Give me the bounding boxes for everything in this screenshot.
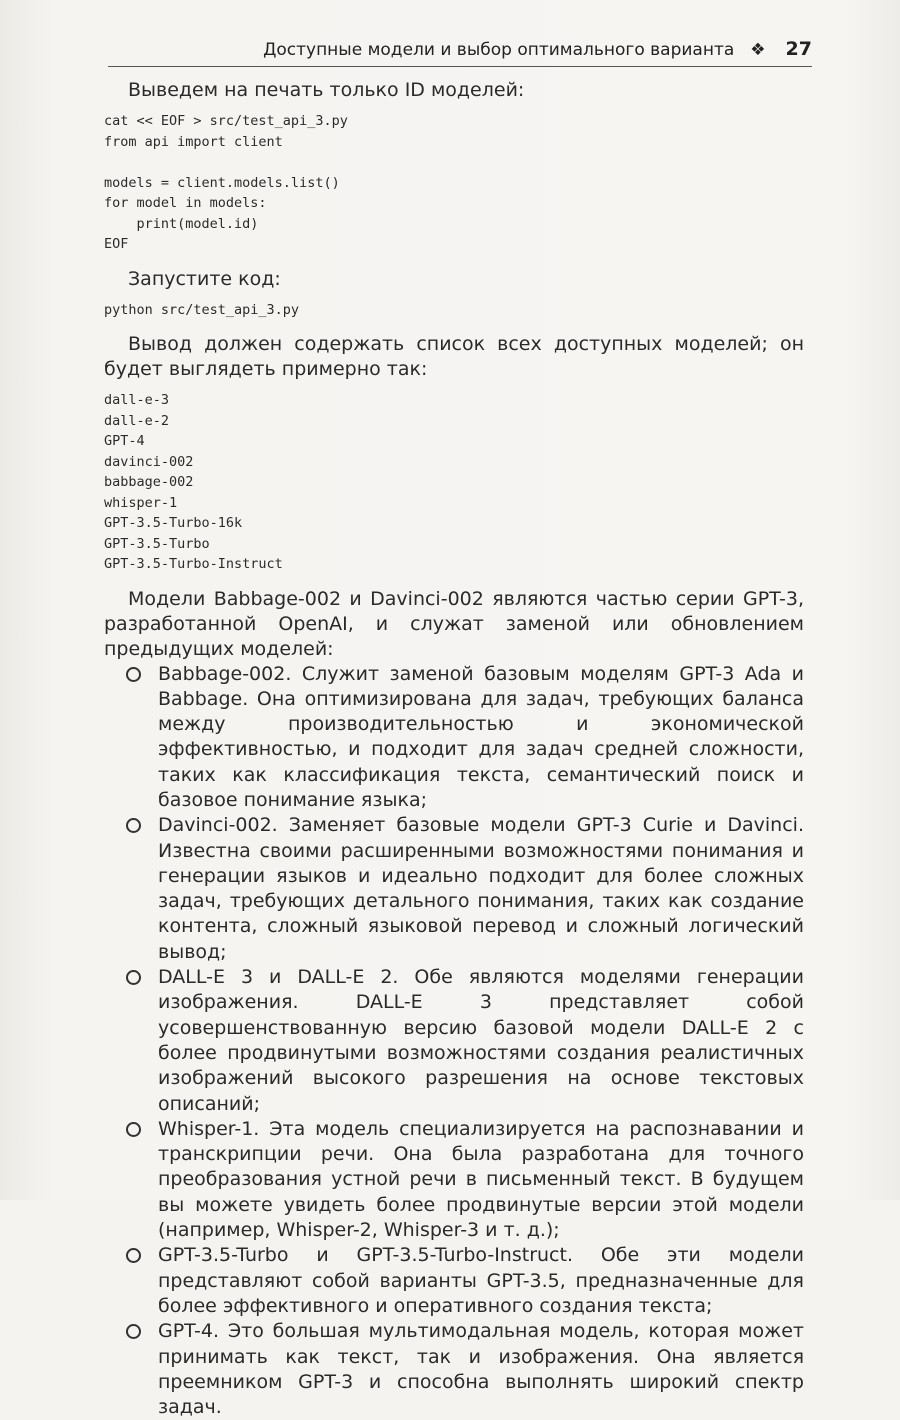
circle-bullet-icon: [126, 818, 141, 833]
circle-bullet-icon: [126, 667, 141, 682]
list-item-text: GPT-4. Это большая мультимодальная модель, которая может принимать как текст, так и изображения. Она является преемником GPT-3 и способна выполнять широкий спектр задач.: [158, 1320, 804, 1418]
code-block-script: [104, 111, 804, 255]
code-block-run: python src/test_api_3.py: [104, 300, 804, 321]
list-item-text: Davinci-002. Заменяет базовые модели GPT-3 Curie и Davinci. Известна своими расширенными возможностями понимания и генерации языков и идеально подходит для более сложных задач, требующих детального понимания, таких как создание контента, сложный языковой перевод и сложный логический вывод;: [158, 814, 804, 962]
code-line: from api import client: [104, 134, 283, 150]
page-body: [104, 72, 804, 1420]
list-item: [104, 813, 804, 965]
model-id: dall-e-2: [104, 413, 169, 429]
code-line: print(model.id): [104, 216, 258, 232]
code-line: cat << EOF > src/test_api_3.py: [104, 113, 348, 129]
circle-bullet-icon: [126, 1122, 141, 1137]
code-line: models = client.models.list(): [104, 175, 340, 191]
output-intro-paragraph: Вывод должен содержать список всех доступных моделей; он будет выглядеть примерно так:: [104, 332, 804, 382]
list-item-text: DALL-E 3 и DALL-E 2. Обе являются моделями генерации изображения. DALL-E 3 представляет собой усовершенствованную версию базовой модели DALL-E 2 с более продвинутыми возможностями создания реалистичных изображений высокого разрешения на основе текстовых описаний;: [158, 966, 804, 1114]
model-id: dall-e-3: [104, 392, 169, 408]
code-line: EOF: [104, 236, 128, 252]
diamond-ornament-icon: ❖: [750, 40, 765, 60]
model-id: GPT-4: [104, 433, 145, 449]
list-item-text: Babbage-002. Служит заменой базовым моделям GPT-3 Ada и Babbage. Она оптимизирована для задач, требующих баланса между производительностью и экономической эффективностью, и подходит для задач средней сложности, таких как классификация текста, семантический поиск и базовое понимание языка;: [158, 663, 804, 811]
list-item-text: Whisper-1. Эта модель специализируется на распознавании и транскрипции речи. Она была разработана для точного преобразования устной речи в письменный текст. В будущем вы можете увидеть более продвинутые версии этой модели (например, Whisper-2, Whisper-3 и т. д.);: [158, 1118, 804, 1241]
model-id: whisper-1: [104, 495, 177, 511]
list-item-text: GPT-3.5-Turbo и GPT-3.5-Turbo-Instruct. Обе эти модели представляют собой варианты GPT-3.5, предназначенные для более эффективного и оперативного создания текста;: [158, 1244, 804, 1317]
run-code-label: Запустите код:: [104, 267, 804, 292]
list-item: [104, 1319, 804, 1420]
list-item: [104, 965, 804, 1117]
list-item: [104, 662, 804, 814]
intro-paragraph: Выведем на печать только ID моделей:: [104, 78, 804, 103]
circle-bullet-icon: [126, 970, 141, 985]
circle-bullet-icon: [126, 1248, 141, 1263]
header-divider: [108, 66, 812, 67]
page-number: 27: [786, 38, 812, 60]
series-paragraph: Модели Babbage-002 и Davinci-002 являются частью серии GPT-3, разработанной OpenAI, и служат заменой или обновлением предыдущих моделей:: [104, 587, 804, 662]
model-id: GPT-3.5-Turbo-16k: [104, 515, 242, 531]
list-item: [104, 1117, 804, 1243]
model-id: GPT-3.5-Turbo: [104, 536, 210, 552]
running-header: [108, 32, 812, 60]
model-id: babbage-002: [104, 474, 193, 490]
model-description-list: [104, 662, 804, 1420]
chapter-title: Доступные модели и выбор оптимального варианта: [263, 40, 734, 60]
circle-bullet-icon: [126, 1324, 141, 1339]
list-item: [104, 1243, 804, 1319]
code-line: for model in models:: [104, 195, 267, 211]
code-block-output: [104, 390, 804, 575]
model-id: GPT-3.5-Turbo-Instruct: [104, 556, 283, 572]
model-id: davinci-002: [104, 454, 193, 470]
